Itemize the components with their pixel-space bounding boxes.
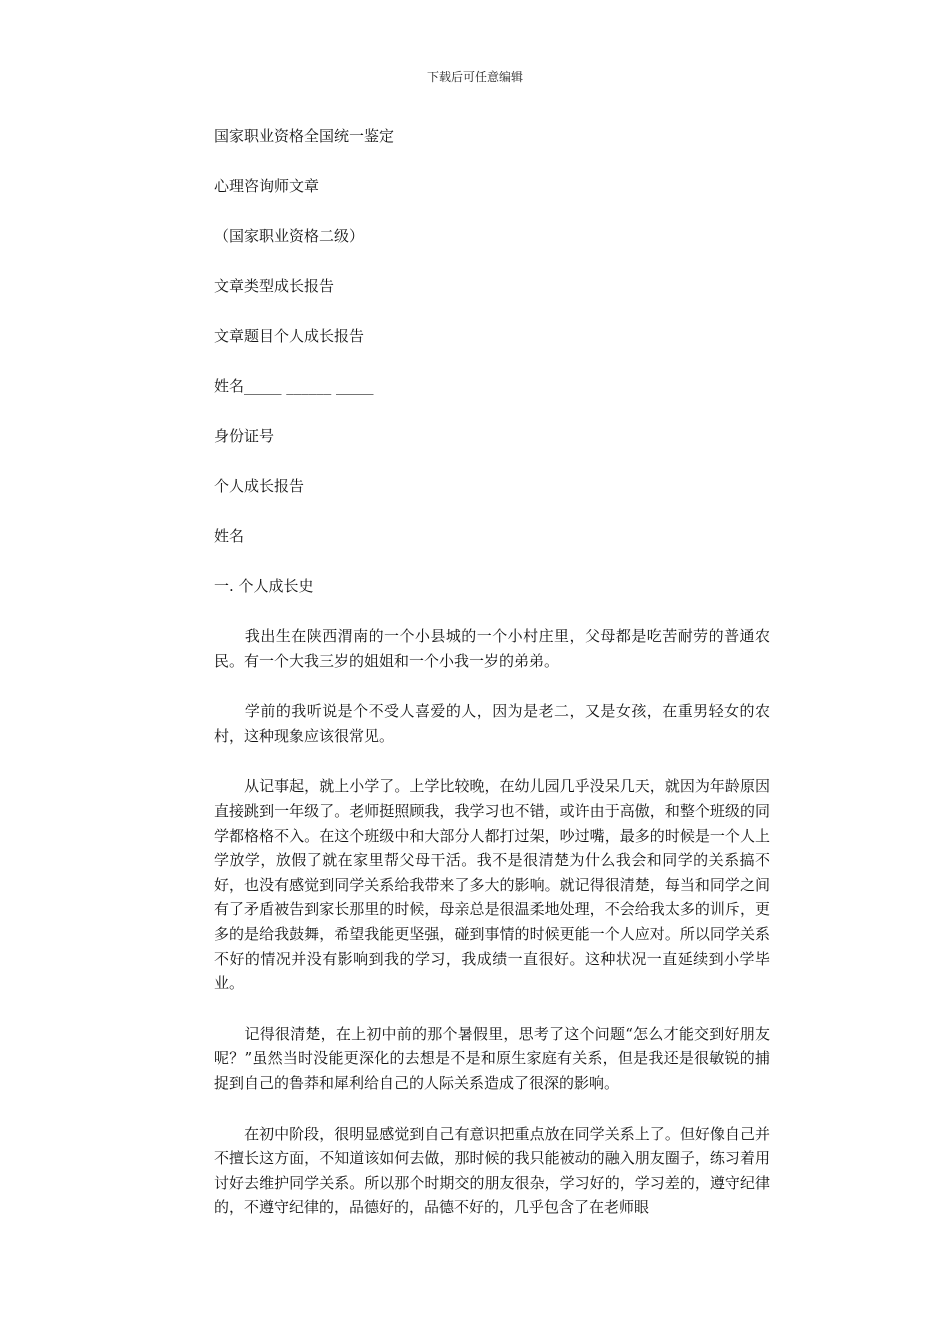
page-header-note: 下载后可任意编辑 — [426, 70, 523, 84]
paragraph-2 — [214, 699, 770, 748]
paragraph-5-text: 在初中阶段，很明显感觉到自己有意识把重点放在同学关系上了。但好像自己并不擅长这方面，不知道该如何去做，那时候的我只能被动的融入朋友圈子，练习着用讨好去维护同学关系。所以那个时期交的朋友很杂，学习好的，学习差的，遵守纪律的，不遵守纪律的，品德好的，品德不好的，几乎包含了在老师眼 — [214, 1124, 770, 1217]
report-title: 个人成长报告 — [214, 477, 305, 495]
paragraph-3 — [214, 774, 770, 995]
cover-line-level: （国家职业资格二级） — [214, 227, 365, 245]
paragraph-4 — [214, 1022, 770, 1096]
section-heading: 一. 个人成长史 — [214, 577, 314, 595]
paragraph-2-text: 学前的我听说是个不受人喜爱的人，因为是老二，又是女孩，在重男轻女的农村，这种现象应该很常见。 — [214, 702, 770, 745]
report-name-label: 姓名 — [214, 527, 245, 545]
paragraph-5 — [214, 1122, 770, 1220]
paragraph-1-text: 我出生在陕西渭南的一个小县城的一个小村庄里，父母都是吃苦耐劳的普通农民。有一个大我三岁的姐姐和一个小我一岁的弟弟。 — [214, 627, 770, 670]
cover-line-id-number: 身份证号 — [214, 427, 275, 445]
cover-line-title: 文章题目个人成长报告 — [214, 327, 365, 345]
paragraph-4-text: 记得很清楚，在上初中前的那个暑假里，思考了这个问题“怎么才能交到好朋友呢？”虽然当时没能更深化的去想是不是和原生家庭有关系，但是我还是很敏锐的捕捉到自己的鲁莽和犀利给自己的人际关系造成了很深的影响。 — [214, 1024, 770, 1092]
paragraph-3-text: 从记事起，就上小学了。上学比较晚，在幼儿园几乎没呆几天，就因为年龄原因直接跳到一年级了。老师挺照顾我，我学习也不错，或许由于高傲，和整个班级的同学都格格不入。在这个班级中和大部分人都打过架，吵过嘴，最多的时候是一个人上学放学，放假了就在家里帮父母干活。我不是很清楚为什么我会和同学的关系搞不好，也没有感觉到同学关系给我带来了多大的影响。就记得很清楚，每当和同学之间有了矛盾被告到家长那里的时候，母亲总是很温柔地处理，不会给我太多的训斥，更多的是给我鼓舞，希望我能更坚强，碰到事情的时候更能一个人应对。所以同学关系不好的情况并没有影响到我的学习，我成绩一直很好。这种状况一直延续到小学毕业。 — [214, 777, 770, 993]
cover-line-name-field: 姓名_____ ______ _____ — [214, 377, 374, 395]
paragraph-1 — [214, 624, 770, 673]
cover-line-category: 文章类型成长报告 — [214, 277, 335, 295]
document-body — [214, 124, 770, 1246]
cover-line-article-type: 心理咨询师文章 — [214, 177, 320, 195]
cover-line-exam-title: 国家职业资格全国统一鉴定 — [214, 127, 395, 145]
